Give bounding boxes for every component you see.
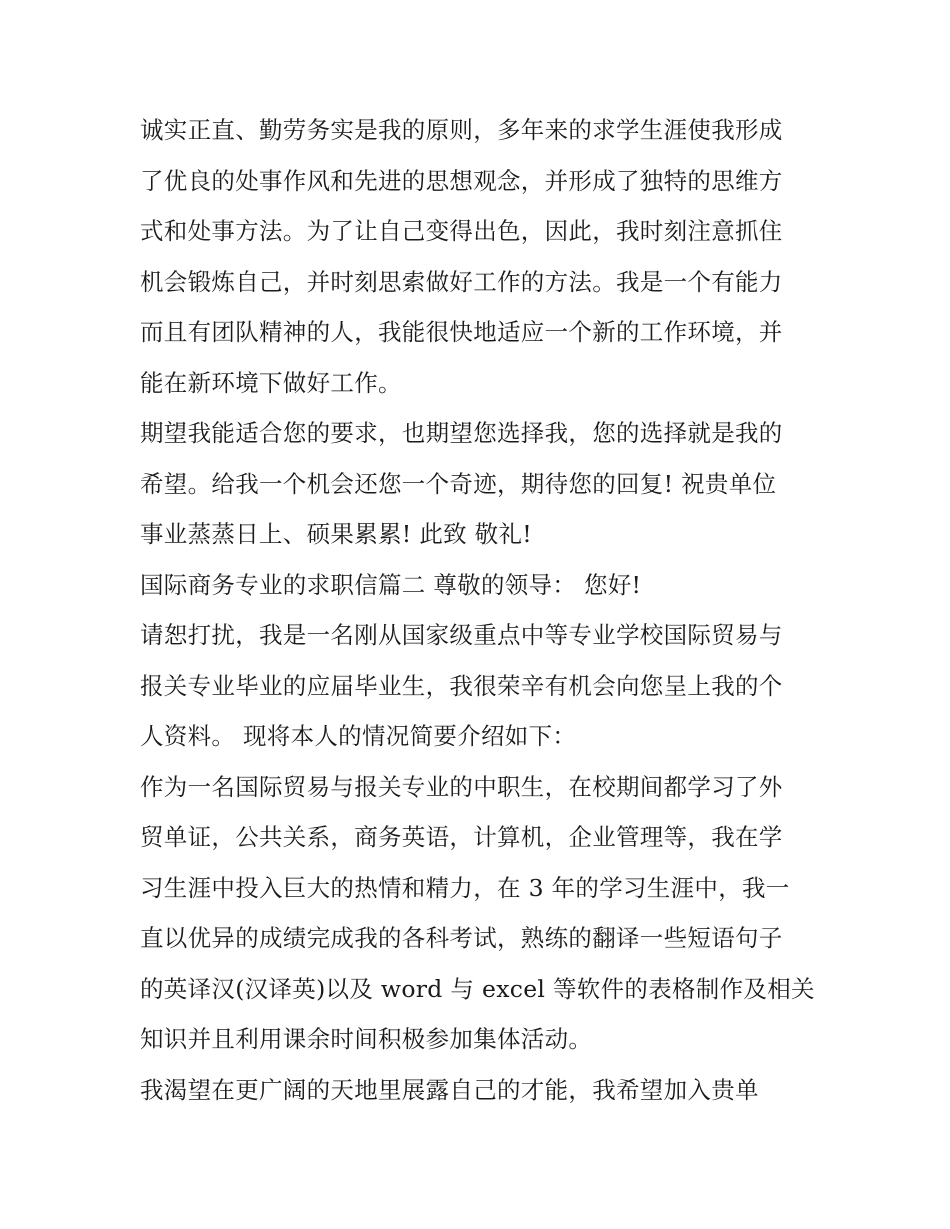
text-line: 的英译汉(汉译英)以及 word 与 excel 等软件的表格制作及相关 — [140, 974, 815, 1003]
text-line: 贸单证，公共关系，商务英语，计算机，企业管理等，我在学 — [140, 823, 783, 851]
text-line: 事业蒸蒸日上、硕果累累! 此致 敬礼! — [140, 520, 533, 548]
document-page — [140, 105, 820, 1115]
text-line: 我渴望在更广阔的天地里展露自己的才能，我希望加入贵单 — [140, 1075, 759, 1104]
paragraph-heading — [140, 560, 820, 611]
text-line: 知识并且利用课余时间积极参加集体活动。 — [140, 1025, 593, 1053]
paragraph-introduction — [140, 610, 820, 762]
paragraph-closing — [140, 408, 820, 560]
text-line: 期望我能适合您的要求，也期望您选择我，您的选择就是我的 — [140, 419, 783, 447]
text-line: 式和处事方法。为了让自己变得出色，因此，我时刻注意抓住 — [140, 217, 783, 245]
paragraph-principles — [140, 105, 820, 408]
text-line: 作为一名国际贸易与报关专业的中职生，在校期间都学习了外 — [140, 772, 783, 801]
text-line: 直以优异的成绩完成我的各科考试，熟练的翻译一些短语句子 — [140, 924, 783, 952]
text-line: 机会锻炼自己，并时刻思索做好工作的方法。我是一个有能力 — [140, 267, 783, 296]
text-line: 报关专业毕业的应届毕业生，我很荣辛有机会向您呈上我的个 — [140, 671, 783, 700]
text-line: 请恕打扰，我是一名刚从国家级重点中等专业学校国际贸易与 — [140, 621, 783, 649]
text-line: 习生涯中投入巨大的热情和精力，在 3 年的学习生涯中，我一 — [140, 873, 790, 902]
text-line: 能在新环境下做好工作。 — [140, 368, 402, 397]
text-line: 人资料。 现将本人的情况简要介绍如下： — [140, 722, 577, 750]
text-line: 而且有团队精神的人，我能很快地适应一个新的工作环境，并 — [140, 318, 783, 346]
text-line: 诚实正直、勤劳务实是我的原则，多年来的求学生涯使我形成 — [140, 116, 783, 144]
paragraph-education — [140, 762, 820, 1065]
text-line: 希望。给我一个机会还您一个奇迹，期待您的回复! 祝贵单位 — [140, 469, 777, 498]
section-heading: 国际商务专业的求职信篇二 尊敬的领导： 您好! — [140, 570, 642, 599]
text-line: 了优良的处事作风和先进的思想观念，并形成了独特的思维方 — [140, 166, 783, 195]
paragraph-aspiration — [140, 1065, 820, 1116]
